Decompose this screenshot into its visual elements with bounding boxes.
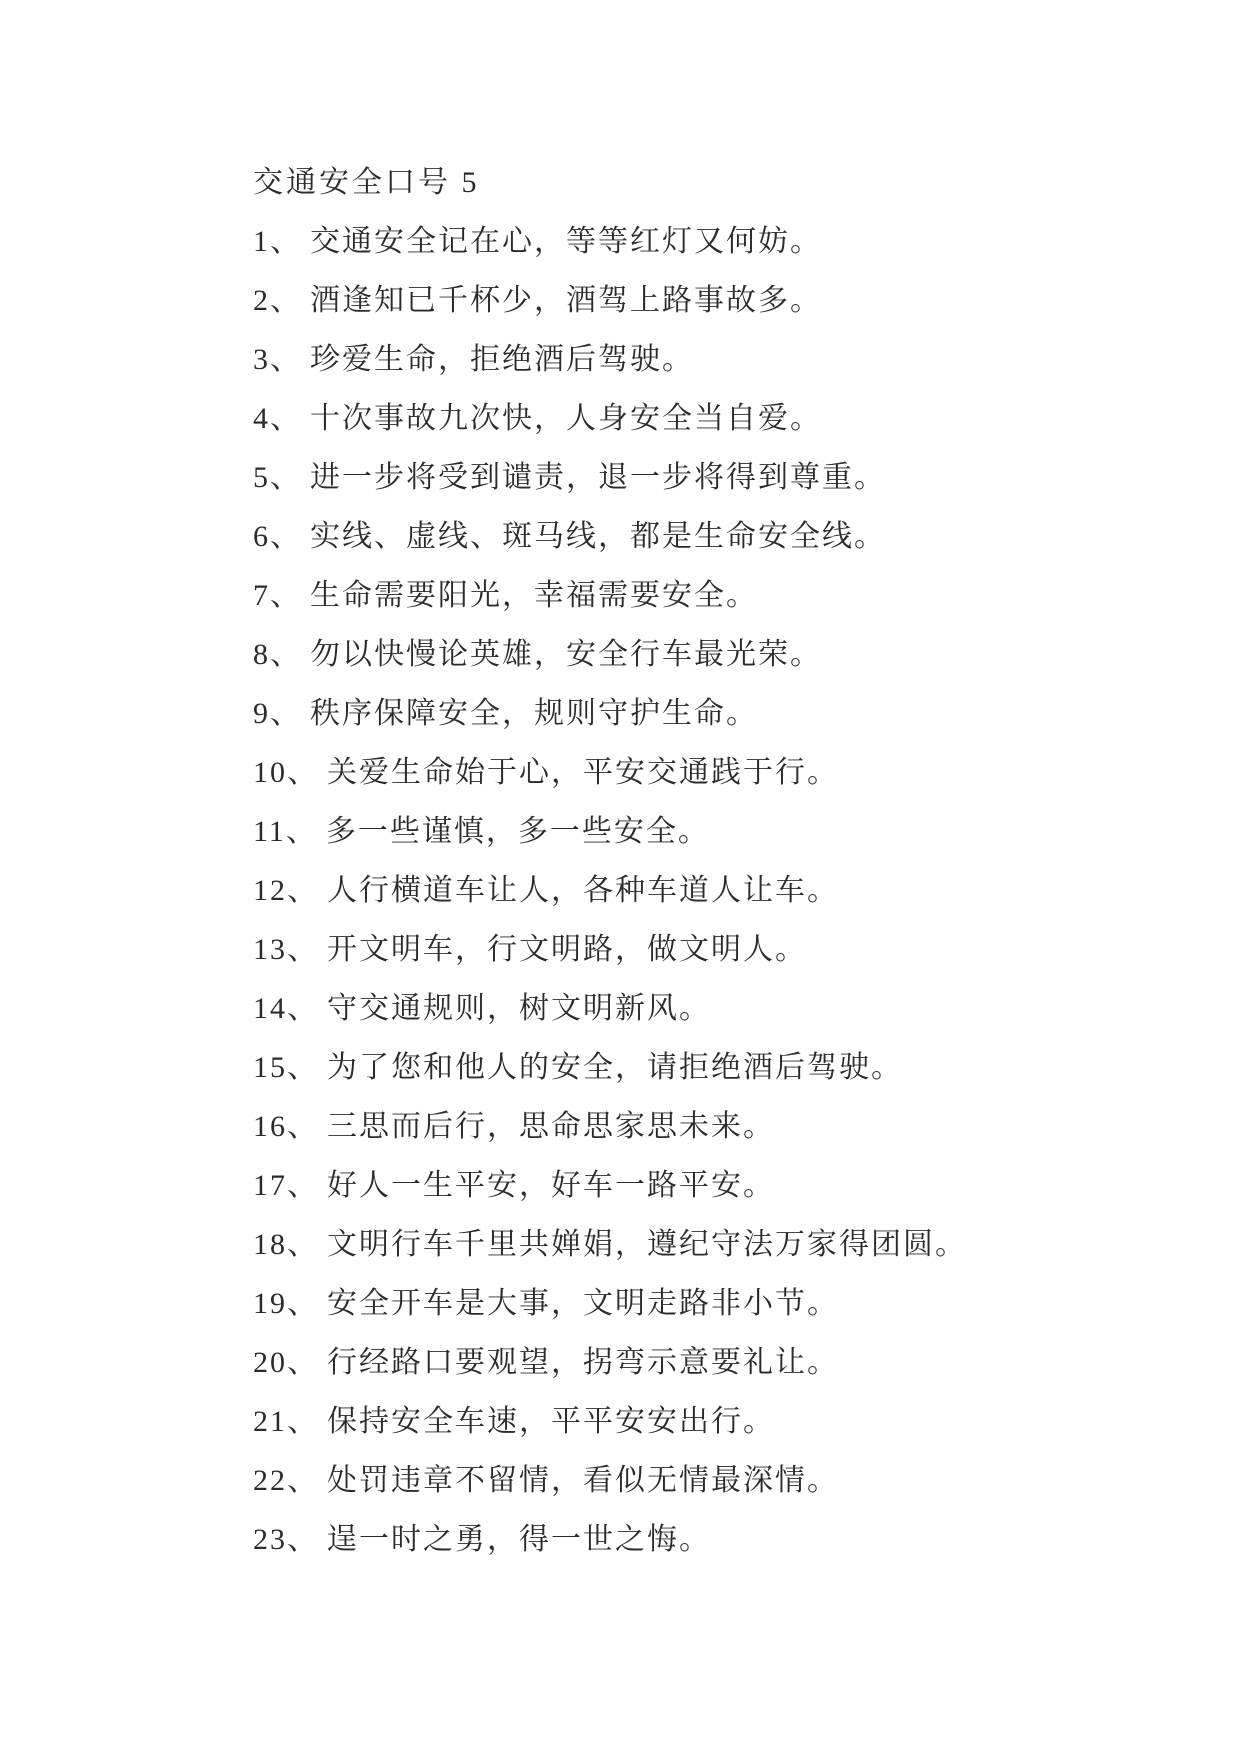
item-text: 文明行车千里共婵娟，遵纪守法万家得团圆。	[327, 1228, 967, 1261]
item-number: 19、	[253, 1287, 319, 1320]
item-number: 1、	[253, 225, 302, 258]
item-text: 实线、虚线、斑马线，都是生命安全线。	[310, 520, 886, 553]
list-item	[253, 802, 1181, 861]
list-item	[253, 212, 1181, 271]
item-text: 勿以快慢论英雄，安全行车最光荣。	[310, 638, 822, 671]
item-text: 为了您和他人的安全，请拒绝酒后驾驶。	[327, 1051, 903, 1084]
item-number: 4、	[253, 402, 302, 435]
list-item	[253, 330, 1181, 389]
item-text: 守交通规则，树文明新风。	[327, 992, 711, 1025]
item-text: 处罚违章不留情，看似无情最深情。	[327, 1464, 839, 1497]
list-item	[253, 684, 1181, 743]
item-number: 7、	[253, 579, 302, 612]
item-number: 16、	[253, 1110, 319, 1143]
item-text: 交通安全记在心，等等红灯又何妨。	[310, 225, 822, 258]
item-text: 开文明车，行文明路，做文明人。	[327, 933, 807, 966]
item-text: 逞一时之勇，得一世之悔。	[327, 1523, 711, 1556]
page-title: 交通安全口号 5	[253, 166, 480, 199]
item-text: 关爱生命始于心，平安交通践于行。	[327, 756, 839, 789]
item-number: 13、	[253, 933, 319, 966]
item-number: 14、	[253, 992, 319, 1025]
item-number: 21、	[253, 1405, 319, 1438]
item-number: 6、	[253, 520, 302, 553]
item-number: 18、	[253, 1228, 319, 1261]
list-item	[253, 743, 1181, 802]
list-item	[253, 1510, 1181, 1569]
item-number: 11、	[253, 815, 318, 848]
item-text: 三思而后行，思命思家思未来。	[327, 1110, 775, 1143]
item-text: 安全开车是大事，文明走路非小节。	[327, 1287, 839, 1320]
item-number: 23、	[253, 1523, 319, 1556]
item-number: 9、	[253, 697, 302, 730]
item-text: 生命需要阳光，幸福需要安全。	[310, 579, 758, 612]
item-number: 3、	[253, 343, 302, 376]
list-item	[253, 920, 1181, 979]
list-item	[253, 1038, 1181, 1097]
item-text: 多一些谨慎，多一些安全。	[325, 815, 710, 848]
item-text: 行经路口要观望，拐弯示意要礼让。	[327, 1346, 839, 1379]
item-number: 22、	[253, 1464, 319, 1497]
item-text: 好人一生平安，好车一路平安。	[327, 1169, 775, 1202]
list-item	[253, 389, 1181, 448]
slogan-list	[253, 212, 1181, 1569]
item-number: 8、	[253, 638, 302, 671]
list-item	[253, 1392, 1181, 1451]
list-item	[253, 979, 1181, 1038]
item-text: 进一步将受到谴责，退一步将得到尊重。	[310, 461, 886, 494]
item-text: 十次事故九次快，人身安全当自爱。	[310, 402, 822, 435]
item-text: 酒逢知已千杯少，酒驾上路事故多。	[310, 284, 822, 317]
item-number: 10、	[253, 756, 319, 789]
item-text: 人行横道车让人，各种车道人让车。	[327, 874, 839, 907]
list-item	[253, 1451, 1181, 1510]
list-item	[253, 1333, 1181, 1392]
item-text: 珍爱生命，拒绝酒后驾驶。	[310, 343, 694, 376]
list-item	[253, 1097, 1181, 1156]
item-text: 秩序保障安全，规则守护生命。	[310, 697, 758, 730]
list-item	[253, 625, 1181, 684]
list-item	[253, 1156, 1181, 1215]
item-number: 5、	[253, 461, 302, 494]
list-item	[253, 507, 1181, 566]
list-item	[253, 1274, 1181, 1333]
item-number: 12、	[253, 874, 319, 907]
list-item	[253, 448, 1181, 507]
item-number: 2、	[253, 284, 302, 317]
list-item	[253, 566, 1181, 625]
item-number: 17、	[253, 1169, 319, 1202]
list-item	[253, 861, 1181, 920]
item-number: 20、	[253, 1346, 319, 1379]
list-item	[253, 271, 1181, 330]
list-item	[253, 1215, 1181, 1274]
item-number: 15、	[253, 1051, 319, 1084]
item-text: 保持安全车速，平平安安出行。	[327, 1405, 775, 1438]
